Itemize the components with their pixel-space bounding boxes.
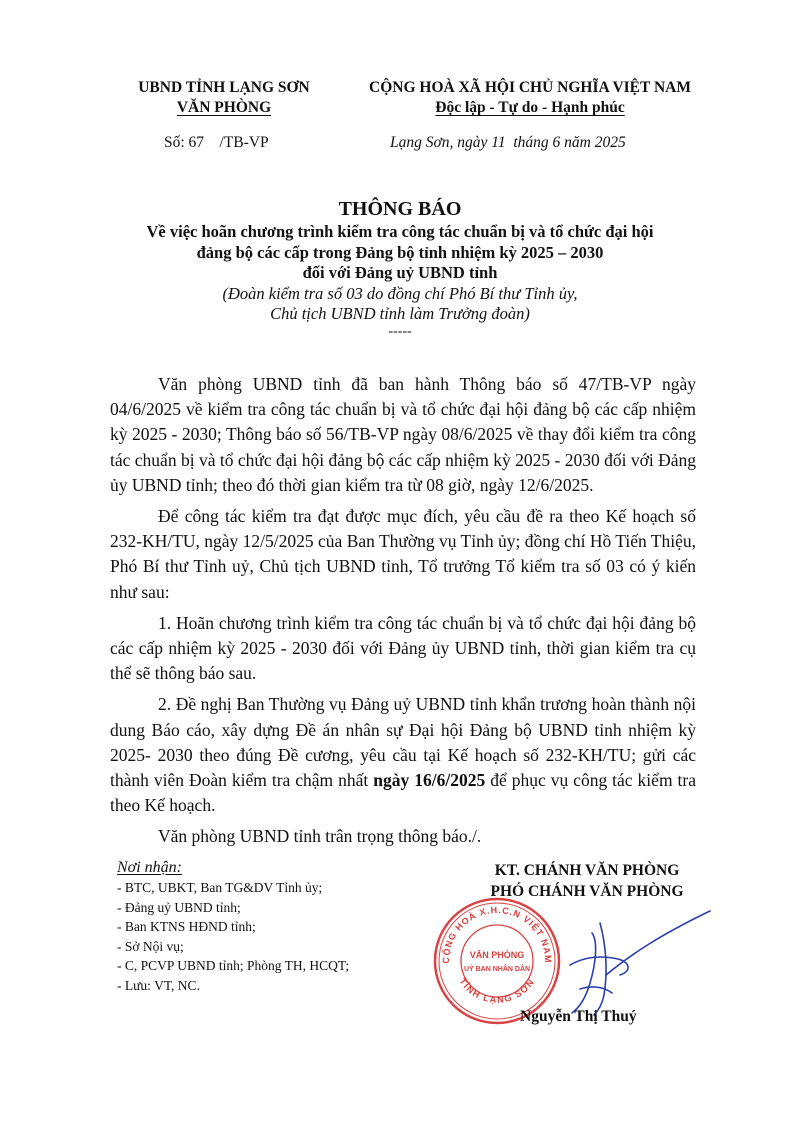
agency-office: VĂN PHÒNG (176, 99, 272, 116)
stamp-center-1: VĂN PHÒNG (469, 950, 525, 960)
title-separator: ----- (388, 323, 412, 339)
issue-date: Lạng Sơn, ngày 11 tháng 6 năm 2025 (390, 134, 626, 151)
agency-name: UBND TỈNH LẠNG SƠN (138, 79, 310, 96)
deadline-date: ngày 16/6/2025 (373, 770, 486, 791)
receiver-item: - Lưu: VT, NC. (117, 977, 200, 993)
subject-line-1: Về việc hoãn chương trình kiểm tra công tác chuẩn bị và tổ chức đại hội (146, 222, 654, 241)
document-number: Số: 67 /TB-VP (164, 134, 269, 151)
subject-line-2: đảng bộ các cấp trong Đảng bộ tỉnh nhiệm kỳ 2025 – 2030 (196, 242, 604, 262)
subject-note-2: Chủ tịch UBND tỉnh làm Trưởng đoàn) (270, 304, 530, 323)
receiver-item: - Ban KTNS HĐND tỉnh; (117, 919, 256, 934)
national-motto (330, 78, 730, 118)
stamp-center-2: UỶ BAN NHÂN DÂN (463, 966, 531, 973)
signer-name: Nguyễn Thị Thuý (520, 1008, 637, 1025)
receiver-item: - Sở Nội vụ; (117, 938, 184, 954)
document-title: THÔNG BÁO (338, 198, 462, 220)
paragraph-1: Văn phòng UBND tỉnh đã ban hành Thông báo số 47/TB-VP ngày 04/6/2025 về kiểm tra công tác chuẩn bị và tổ chức đại hội đảng bộ các cấp nhiệm kỳ 2025 - 2030; Thông báo số 56/TB-VP ngày 08/6/2025 về thay đổi kiểm tra công tác chuẩn bị và tổ chức đại hội đảng bộ các cấp nhiệm kỳ 2025 - 2030 đối với Đảng ủy UBND tỉnh; theo đó thời gian kiểm tra từ 08 giờ, ngày 12/6/2025. (110, 374, 696, 495)
receiver-item: - C, PCVP UBND tỉnh; Phòng TH, HCQT; (117, 958, 350, 973)
paragraph-2: Để công tác kiểm tra đạt được mục đích, yêu cầu đề ra theo Kế hoạch số 232-KH/TU, ngày 12/5/2025 của Ban Thường vụ Tỉnh ủy; đồng chí Hồ Tiến Thiệu, Phó Bí thư Tỉnh uỷ, Chủ tịch UBND tỉnh, Tổ trưởng Tổ kiểm tra số 03 có ý kiến như sau: (110, 506, 697, 602)
signer-title: PHÓ CHÁNH VĂN PHÒNG (490, 883, 684, 900)
nation-motto: Độc lập - Tự do - Hạnh phúc (435, 99, 625, 116)
receiver-item: - BTC, UBKT, Ban TG&DV Tỉnh ủy; (117, 880, 323, 895)
subject-line-3: đối với Đảng uỷ UBND tỉnh (302, 263, 498, 282)
subject-note-1: (Đoàn kiểm tra số 03 do đồng chí Phó Bí thư Tỉnh ủy, (222, 283, 578, 303)
paragraph-4: 2. Đề nghị Ban Thường vụ Đảng uỷ UBND tỉnh khẩn trương hoàn thành nội dung Báo cáo, xây dựng Đề án nhân sự Đại hội Đảng bộ UBND tỉnh nhiệm kỳ 2025- 2030 theo đúng Đề cương, yêu cầu tại Kế hoạch số 232-KH/TU; gửi các thành viên Đoàn kiểm tra chậm nhất ngày 16/6/2025 để phục vụ công tác kiểm tra theo Kế hoạch. (110, 694, 696, 816)
receivers-list (117, 878, 447, 995)
stamp-ring-text: CỘNG HOÀ X.H.C.N VIỆT NAM (440, 904, 554, 964)
stamp-bottom-text: TỈNH LẠNG SƠN (457, 976, 537, 1005)
issuing-agency (110, 78, 338, 118)
document-body (110, 372, 696, 856)
handwritten-signature-icon (500, 905, 720, 1025)
paragraph-3: 1. Hoãn chương trình kiểm tra công tác chuẩn bị và tổ chức đại hội đảng bộ các cấp nhiệm kỳ 2025 - 2030 đối với Đảng ủy UBND tỉnh, thời gian kiểm tra cụ thể sẽ thông báo sau. (110, 612, 696, 684)
signer-authority: KT. CHÁNH VĂN PHÒNG (494, 862, 680, 879)
receivers-title: Nơi nhận: (117, 859, 182, 876)
receiver-item: - Đảng uỷ UBND tỉnh; (117, 899, 241, 915)
nation-name: CỘNG HOÀ XÃ HỘI CHỦ NGHĨA VIỆT NAM (369, 79, 691, 96)
receivers-block (117, 858, 447, 995)
paragraph-5: Văn phòng UBND tỉnh trân trọng thông báo./. (158, 826, 482, 847)
title-block (100, 196, 700, 339)
